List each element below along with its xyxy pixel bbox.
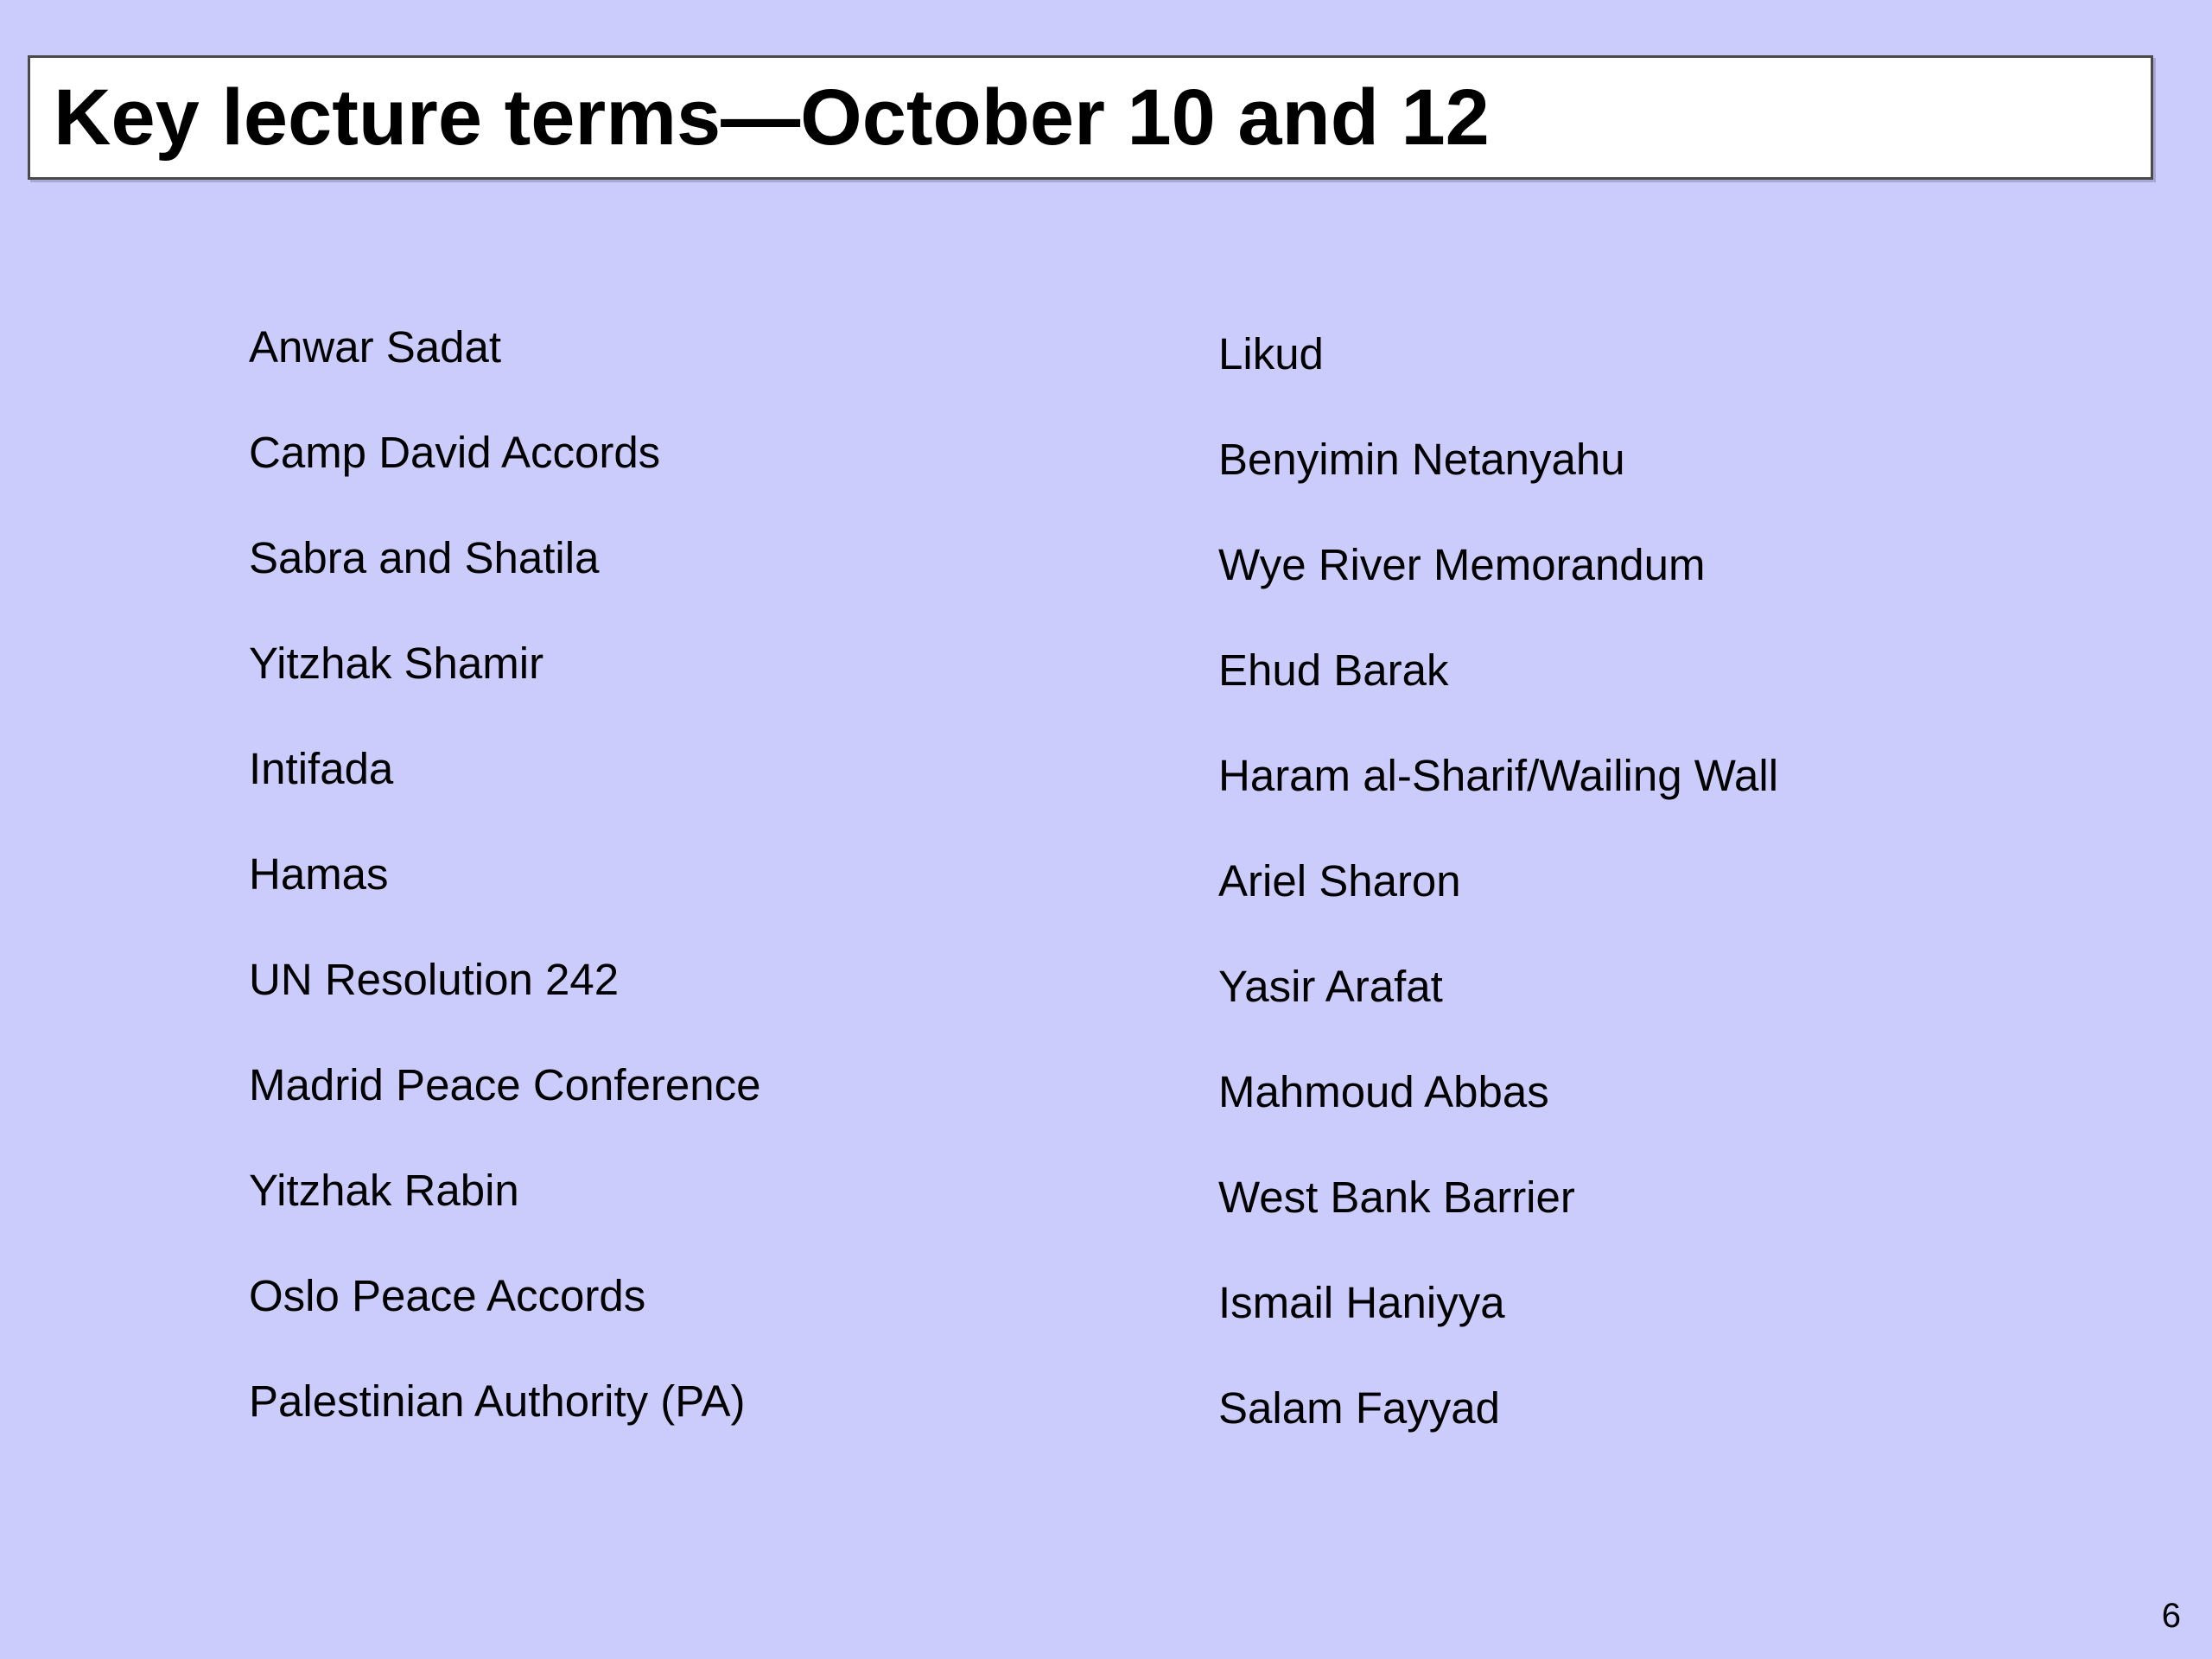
term-item: Camp David Accords <box>249 428 661 477</box>
term-item: Ariel Sharon <box>1218 856 1461 906</box>
term-item: Ehud Barak <box>1218 645 1449 695</box>
term-item: Palestinian Authority (PA) <box>249 1376 746 1426</box>
term-item: Ismail Haniyya <box>1218 1278 1505 1327</box>
term-item: Hamas <box>249 849 389 899</box>
term-item: Yitzhak Rabin <box>249 1166 519 1215</box>
term-item: Benyimin Netanyahu <box>1218 435 1625 484</box>
term-item: Intifada <box>249 744 394 793</box>
term-item: Salam Fayyad <box>1218 1383 1500 1433</box>
title-box <box>28 55 2153 180</box>
term-item: Mahmoud Abbas <box>1218 1067 1549 1116</box>
term-item: Yitzhak Shamir <box>249 639 544 688</box>
term-item: Haram al-Sharif/Wailing Wall <box>1218 751 1779 800</box>
term-item: Sabra and Shatila <box>249 533 600 582</box>
term-item: Anwar Sadat <box>249 322 502 372</box>
term-item: UN Resolution 242 <box>249 955 620 1004</box>
term-item: Wye River Memorandum <box>1218 540 1706 589</box>
term-item: Oslo Peace Accords <box>249 1271 646 1320</box>
page-number: 6 <box>2161 1597 2181 1635</box>
slide-title: Key lecture terms—October 10 and 12 <box>54 73 1490 162</box>
term-item: Madrid Peace Conference <box>249 1060 761 1109</box>
term-item: Likud <box>1218 329 1324 378</box>
term-item: Yasir Arafat <box>1218 962 1443 1011</box>
term-item: West Bank Barrier <box>1218 1173 1575 1222</box>
